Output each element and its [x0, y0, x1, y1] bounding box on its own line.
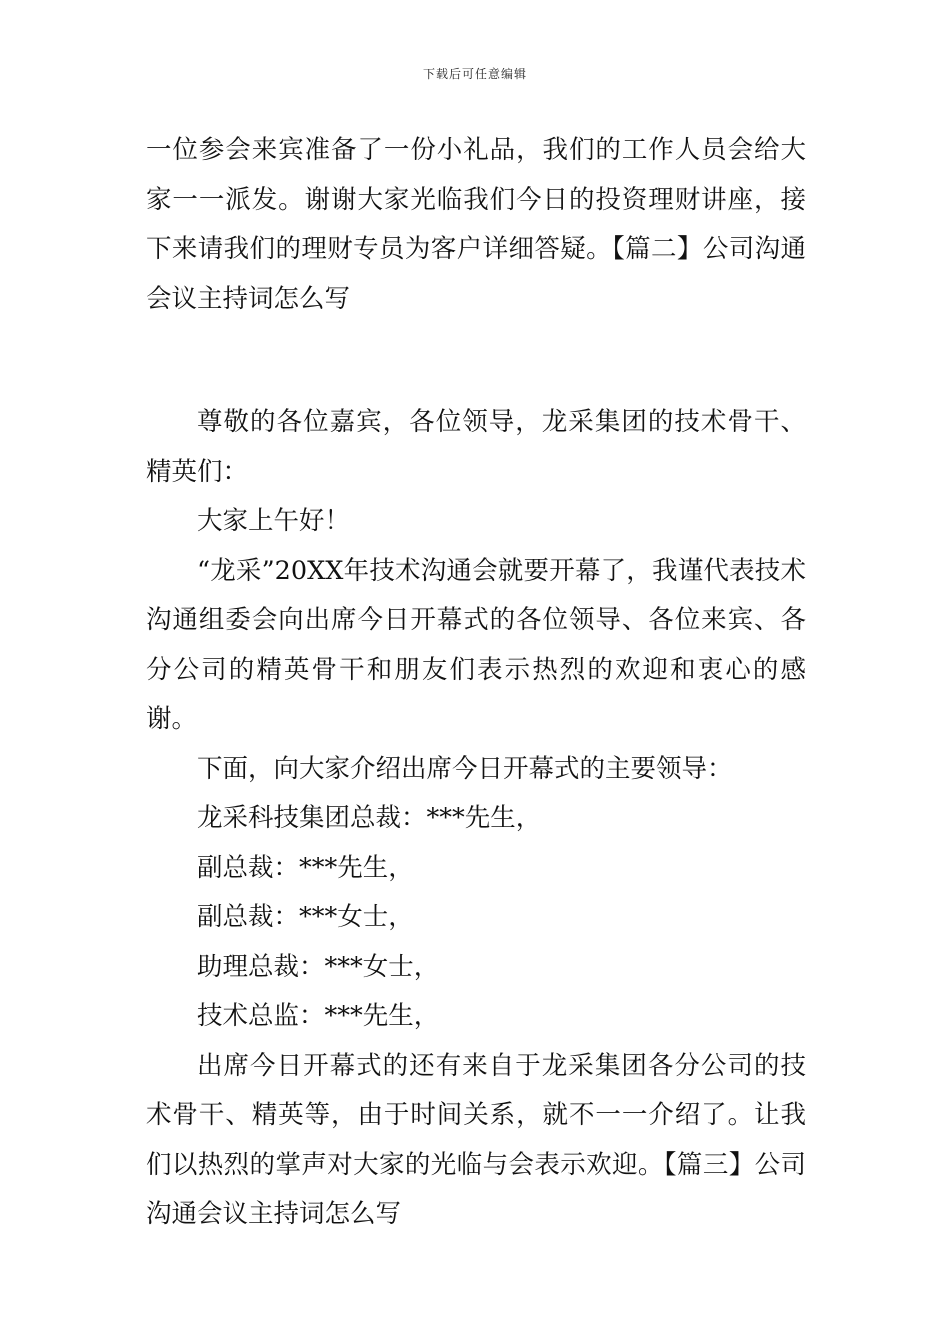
page-header: 下载后可任意编辑 — [422, 67, 527, 81]
paragraph-continuation: 一位参会来宾准备了一份小礼品，我们的工作人员会给大家一一派发。谢谢大家光临我们今日的投资理财讲座，接下来请我们的理财专员为客户详细答疑。【篇二】公司沟通会议主持词怎么写 — [146, 135, 806, 314]
paragraph-opening: “龙采”20XX年技术沟通会就要开幕了，我谨代表技术沟通组委会向出席今日开幕式的各位领导、各位来宾、各分公司的精英骨干和朋友们表示热烈的欢迎和衷心的感谢。 — [146, 555, 806, 734]
leader-item: 助理总裁：***女士， — [197, 951, 440, 982]
paragraph-gap — [146, 324, 806, 398]
leader-item: 技术总监：***先生， — [197, 1001, 440, 1031]
paragraph-salutation: 尊敬的各位嘉宾，各位领导，龙采集团的技术骨干、精英们： — [146, 407, 806, 487]
paragraph-closing: 出席今日开幕式的还有来自于龙采集团各分公司的技术骨干、精英等，由于时间关系，就不一一介绍了。让我们以热烈的掌声对大家的光临与会表示欢迎。【篇三】公司沟通会议主持词怎么写 — [146, 1050, 806, 1229]
document-body — [146, 126, 806, 1240]
leader-item: 副总裁：***先生， — [197, 852, 414, 883]
paragraph-greeting: 大家上午好！ — [197, 506, 351, 536]
leader-item: 副总裁：***女士， — [197, 902, 414, 932]
paragraph-intro-leaders: 下面，向大家介绍出席今日开幕式的主要领导： — [197, 753, 733, 784]
leader-item: 龙采科技集团总裁：***先生， — [197, 803, 542, 833]
